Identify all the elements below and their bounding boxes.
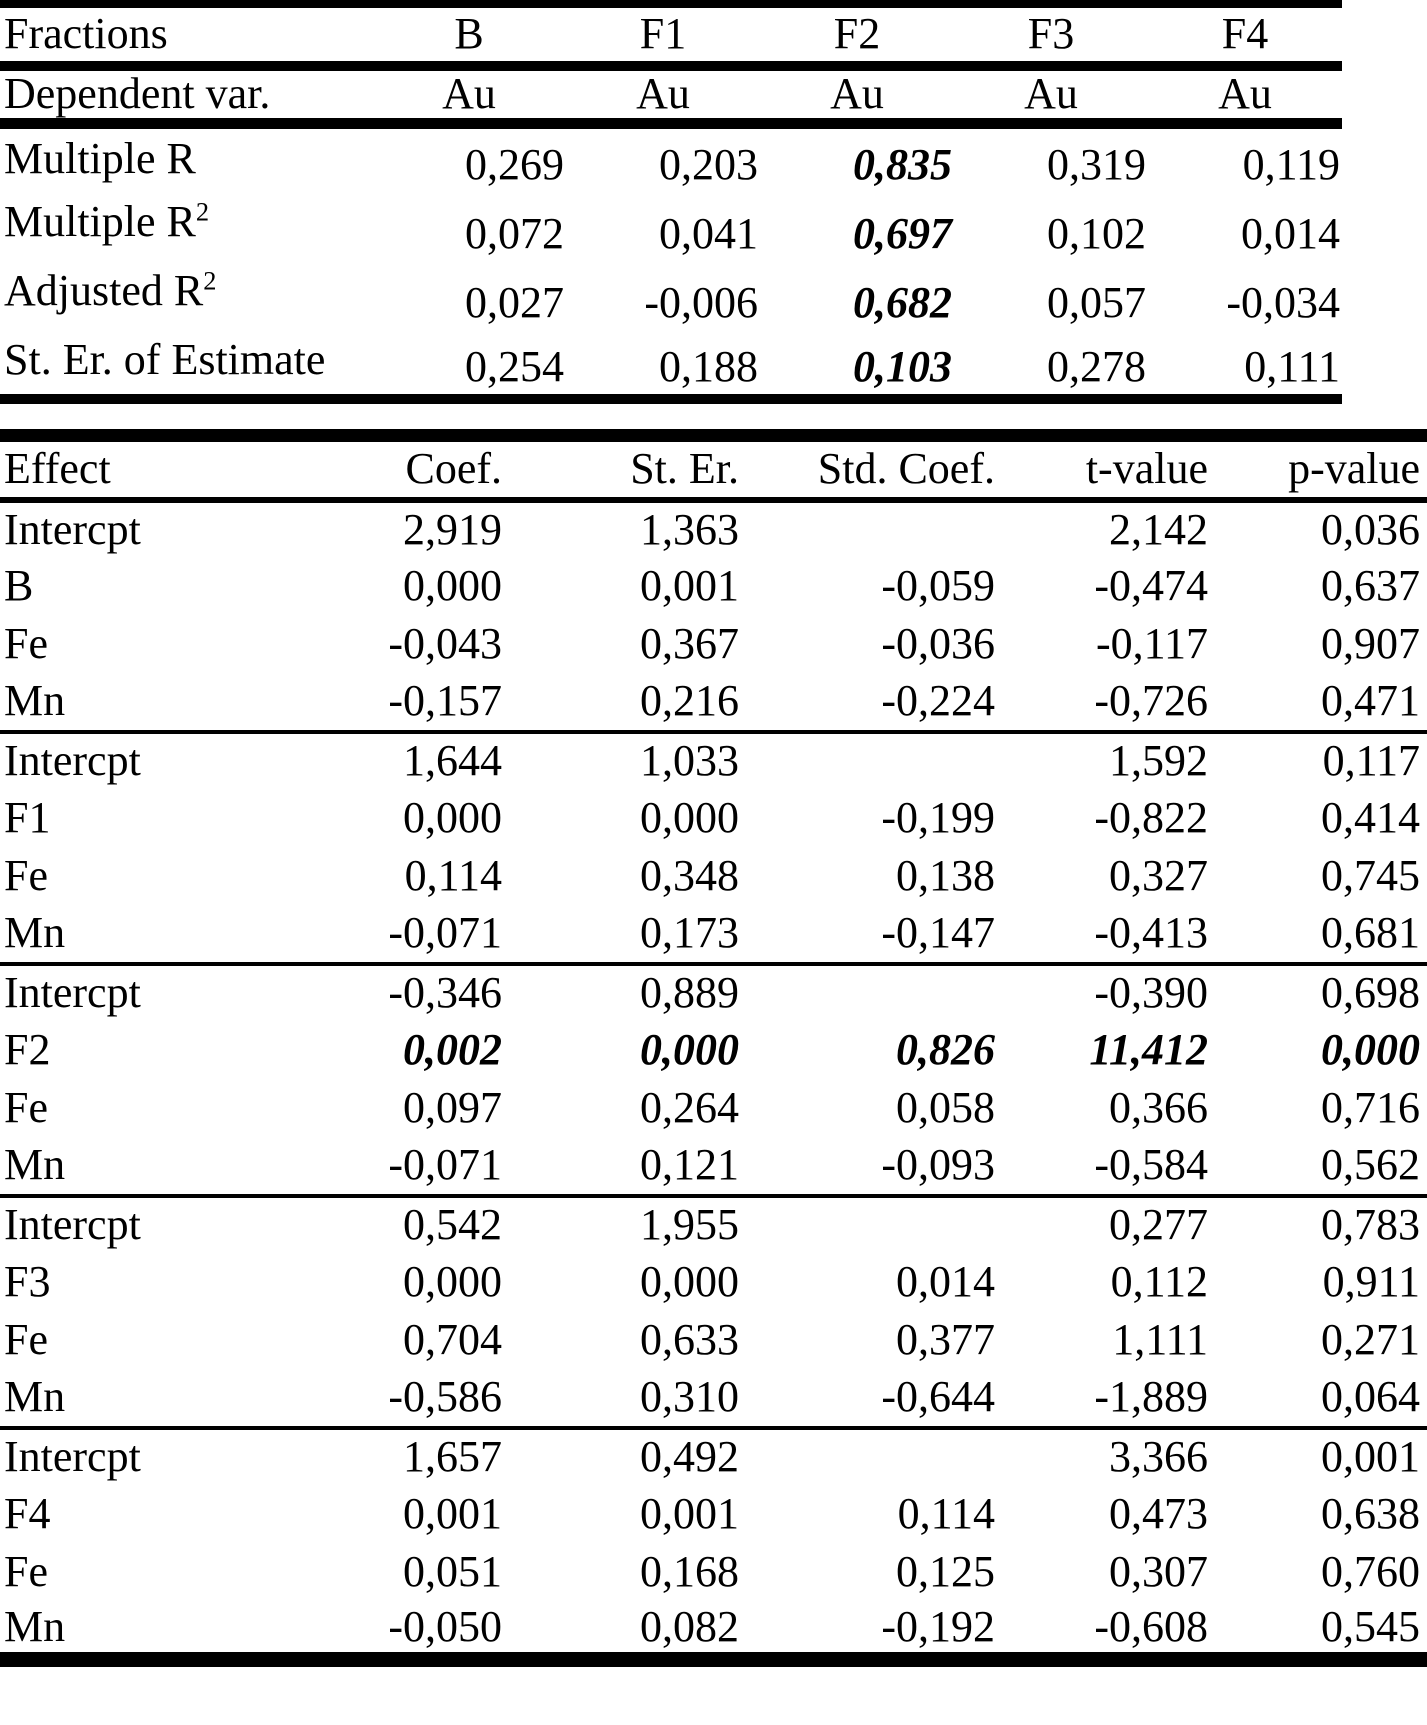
effect-row [0,558,1427,616]
effect-value: 1,955 [506,1196,743,1254]
effect-value: -0,346 [260,964,506,1022]
effect-value: -0,199 [881,793,995,843]
effect-value: -0,093 [881,1140,995,1190]
effect-row [0,500,1427,558]
summary-stat-row [0,261,1342,330]
effect-value: 0,414 [1321,793,1420,843]
fractions-header-row [0,4,1342,66]
effect-value [743,1428,999,1486]
effect-label: F2 [4,1025,51,1075]
effect-value: -0,157 [388,676,502,726]
model-summary-table [0,0,1342,404]
effect-value: 0,000 [640,793,739,843]
effect-value: 0,911 [1322,1257,1420,1307]
effect-row [0,1196,1427,1254]
effect-value: 0,051 [403,1547,502,1597]
effects-col-header-t-value: t-value [999,436,1212,500]
effects-col-header-coef-: Coef. [260,436,506,500]
effect-value: 0,542 [260,1196,506,1254]
effect-value: 1,033 [506,732,743,790]
stat-value: 0,269 [465,139,564,189]
effect-value: -0,043 [388,619,502,669]
effects-col-header-st-er-: St. Er. [506,436,743,500]
effect-row [0,1602,1427,1660]
effect-value: 0,492 [506,1428,743,1486]
effect-value: 2,919 [403,504,502,554]
stat-value: 0,119 [1242,139,1340,189]
effect-row [0,616,1427,674]
stat-value: -0,006 [644,277,758,327]
stat-value: 0,254 [465,341,564,391]
effect-value: 0,889 [506,964,743,1022]
effect-value: -0,586 [388,1372,502,1422]
effect-value: -0,147 [881,908,995,958]
effect-value: 0,760 [1321,1547,1420,1597]
effect-value: -0,584 [1094,1140,1208,1190]
effect-value: 0,307 [1109,1547,1208,1597]
effect-value: 1,657 [260,1428,506,1486]
summary-stat-row [0,123,1342,192]
effect-row [0,674,1427,732]
effect-label: Mn [4,1140,66,1190]
stat-value: 0,027 [465,277,564,327]
dependent-var-value: Au [760,66,954,123]
stat-value: 0,278 [1047,341,1146,391]
effect-value: 0,471 [1321,676,1420,726]
effect-label: B [4,561,34,611]
effect-value: 0,826 [896,1025,995,1075]
effect-label: Fe [4,1315,48,1365]
effect-value [743,500,999,558]
effect-row [0,1022,1427,1080]
fraction-col-header-f4: F4 [1148,4,1342,66]
effect-label: Mn [4,676,66,726]
stat-value: 0,188 [659,341,758,391]
effect-value: 0,716 [1321,1083,1420,1133]
effect-value: 0,000 [640,1257,739,1307]
effect-value: -0,192 [881,1601,995,1651]
effect-value: -0,071 [388,908,502,958]
stat-label-superscript: 2 [195,196,210,227]
effect-value [743,964,999,1022]
effect-value: -0,413 [1094,908,1208,958]
effect-value: 2,142 [1109,504,1208,554]
effect-value: 0,562 [1321,1140,1420,1190]
stat-value: 0,057 [1047,277,1146,327]
effect-value: 0,473 [1109,1489,1208,1539]
effect-value: 3,366 [999,1428,1212,1486]
stat-value: 0,103 [853,341,952,391]
effect-value: 0,681 [1321,908,1420,958]
dependent-var-row [0,66,1342,123]
effect-value: 0,377 [896,1315,995,1365]
effect-value: -0,059 [881,561,995,611]
effect-value: 0,138 [896,851,995,901]
effect-label: Fe [4,619,48,669]
effects-col-header-p-value: p-value [1212,436,1427,500]
effects-col-header-std-coef-: Std. Coef. [743,436,999,500]
effect-row [0,732,1427,790]
effect-row [0,1080,1427,1138]
effect-label: Intercpt [0,732,260,790]
dependent-var-value: Au [1148,66,1342,123]
effect-label: Intercpt [0,964,260,1022]
effect-label: Fe [4,851,48,901]
effect-value: 0,704 [403,1315,502,1365]
effect-label: F1 [4,793,51,843]
effect-value: 0,327 [1109,851,1208,901]
effect-value: 11,412 [1089,1025,1208,1075]
effect-value: -0,390 [999,964,1212,1022]
effects-table [0,429,1427,1667]
effect-value: 0,168 [640,1547,739,1597]
effect-value: -0,036 [881,619,995,669]
effect-value: 0,000 [403,561,502,611]
stat-label: Multiple $R^2$ [4,196,210,246]
stat-value: 0,319 [1047,139,1146,189]
effect-value: -0,644 [881,1372,995,1422]
effect-row [0,1138,1427,1196]
stat-value: 0,072 [465,208,564,258]
effect-value: 0,000 [403,1257,502,1307]
effect-value [743,732,999,790]
effect-value: 0,001 [640,561,739,611]
effect-value: 0,264 [640,1083,739,1133]
effects-header-row [0,436,1427,500]
effect-value [743,1196,999,1254]
effect-row [0,790,1427,848]
effect-row [0,1312,1427,1370]
effect-value: 0,271 [1321,1315,1420,1365]
stat-value: 0,014 [1241,208,1340,258]
effect-value: -0,050 [388,1601,502,1651]
stat-value: -0,034 [1226,277,1340,327]
stat-value: 0,102 [1047,208,1146,258]
effect-label: Fe [4,1547,48,1597]
summary-stat-row [0,192,1342,261]
stat-label: Multiple R [4,133,196,183]
effect-label: Mn [4,908,66,958]
effect-value: 1,363 [640,504,739,554]
stat-label-superscript: 2 [203,265,217,296]
effect-value: 0,002 [403,1025,502,1075]
effect-value: 1,592 [999,732,1212,790]
effect-value: 0,058 [896,1083,995,1133]
effect-value: 0,545 [1321,1601,1420,1651]
dependent-var-value: Au [566,66,760,123]
effect-value: 0,173 [640,908,739,958]
effect-value: 0,064 [1321,1372,1420,1422]
fractions-label: Fractions [0,4,372,66]
fraction-col-header-f2: F2 [760,4,954,66]
effect-value: 0,907 [1321,619,1420,669]
effect-value: 0,001 [403,1489,502,1539]
effect-value: 0,125 [896,1547,995,1597]
effect-value: 0,366 [1109,1083,1208,1133]
stat-value: 0,041 [659,208,758,258]
stat-value: 0,682 [853,277,952,327]
stat-value: 0,111 [1244,341,1340,391]
effect-label: Fe [4,1083,48,1133]
effect-value: 0,121 [640,1140,739,1190]
effect-value: -0,474 [1094,561,1208,611]
effect-value: -0,608 [1094,1601,1208,1651]
effect-value: 0,638 [1321,1489,1420,1539]
effect-row [0,848,1427,906]
effect-value: 0,036 [1321,504,1420,554]
effect-value: 0,000 [403,793,502,843]
effect-value: 0,112 [1110,1257,1208,1307]
effect-row [0,906,1427,964]
effect-value: -1,889 [1094,1372,1208,1422]
effect-label: Intercpt [4,504,141,554]
dependent-var-label: Dependent var. [0,66,372,123]
effect-value: 0,216 [640,676,739,726]
effect-value: 0,698 [1212,964,1427,1022]
stat-value: 0,835 [853,139,952,189]
stat-label: Adjusted $R^2$ [4,265,217,315]
dependent-var-value: Au [954,66,1148,123]
effect-value: 0,117 [1212,732,1427,790]
effect-label: Intercpt [0,1196,260,1254]
fraction-col-header-b: B [372,4,566,66]
effects-col-header-effect: Effect [0,436,260,500]
stat-label: St. Er. of Estimate [4,335,326,384]
stat-value: 0,697 [853,208,952,258]
stat-value: 0,203 [659,139,758,189]
dependent-var-value: Au [372,66,566,123]
effect-row [0,1370,1427,1428]
effect-label: F4 [4,1489,51,1539]
effect-label: Mn [4,1372,66,1422]
effect-value: 0,000 [640,1025,739,1075]
effect-label: F3 [4,1257,51,1307]
effect-value: 0,014 [896,1257,995,1307]
effect-value: 0,745 [1321,851,1420,901]
effect-value: 0,000 [1321,1025,1420,1075]
fraction-col-header-f3: F3 [954,4,1148,66]
effect-value: 0,277 [999,1196,1212,1254]
effect-value: 0,348 [640,851,739,901]
effect-row [0,1254,1427,1312]
effect-label: Intercpt [0,1428,260,1486]
effect-value: -0,117 [1095,619,1208,669]
effect-value: 0,367 [640,619,739,669]
summary-stat-row [0,330,1342,399]
effect-value: 0,633 [640,1315,739,1365]
effect-value: 0,114 [897,1489,995,1539]
effect-value: 0,001 [640,1489,739,1539]
effect-value: 0,637 [1321,561,1420,611]
effect-value: 0,082 [640,1601,739,1651]
effect-value: 0,310 [640,1372,739,1422]
effect-row [0,964,1427,1022]
effect-value: -0,071 [388,1140,502,1190]
effect-value: 0,001 [1212,1428,1427,1486]
effect-value: 0,783 [1212,1196,1427,1254]
effect-label: Mn [4,1601,66,1651]
effect-value: -0,224 [881,676,995,726]
effect-value: 1,111 [1112,1315,1208,1365]
effect-row [0,1486,1427,1544]
effect-value: 0,114 [404,851,502,901]
effect-row [0,1428,1427,1486]
fraction-col-header-f1: F1 [566,4,760,66]
effect-row [0,1544,1427,1602]
effect-value: -0,822 [1094,793,1208,843]
effect-value: -0,726 [1094,676,1208,726]
effect-value: 0,097 [403,1083,502,1133]
effect-value: 1,644 [260,732,506,790]
